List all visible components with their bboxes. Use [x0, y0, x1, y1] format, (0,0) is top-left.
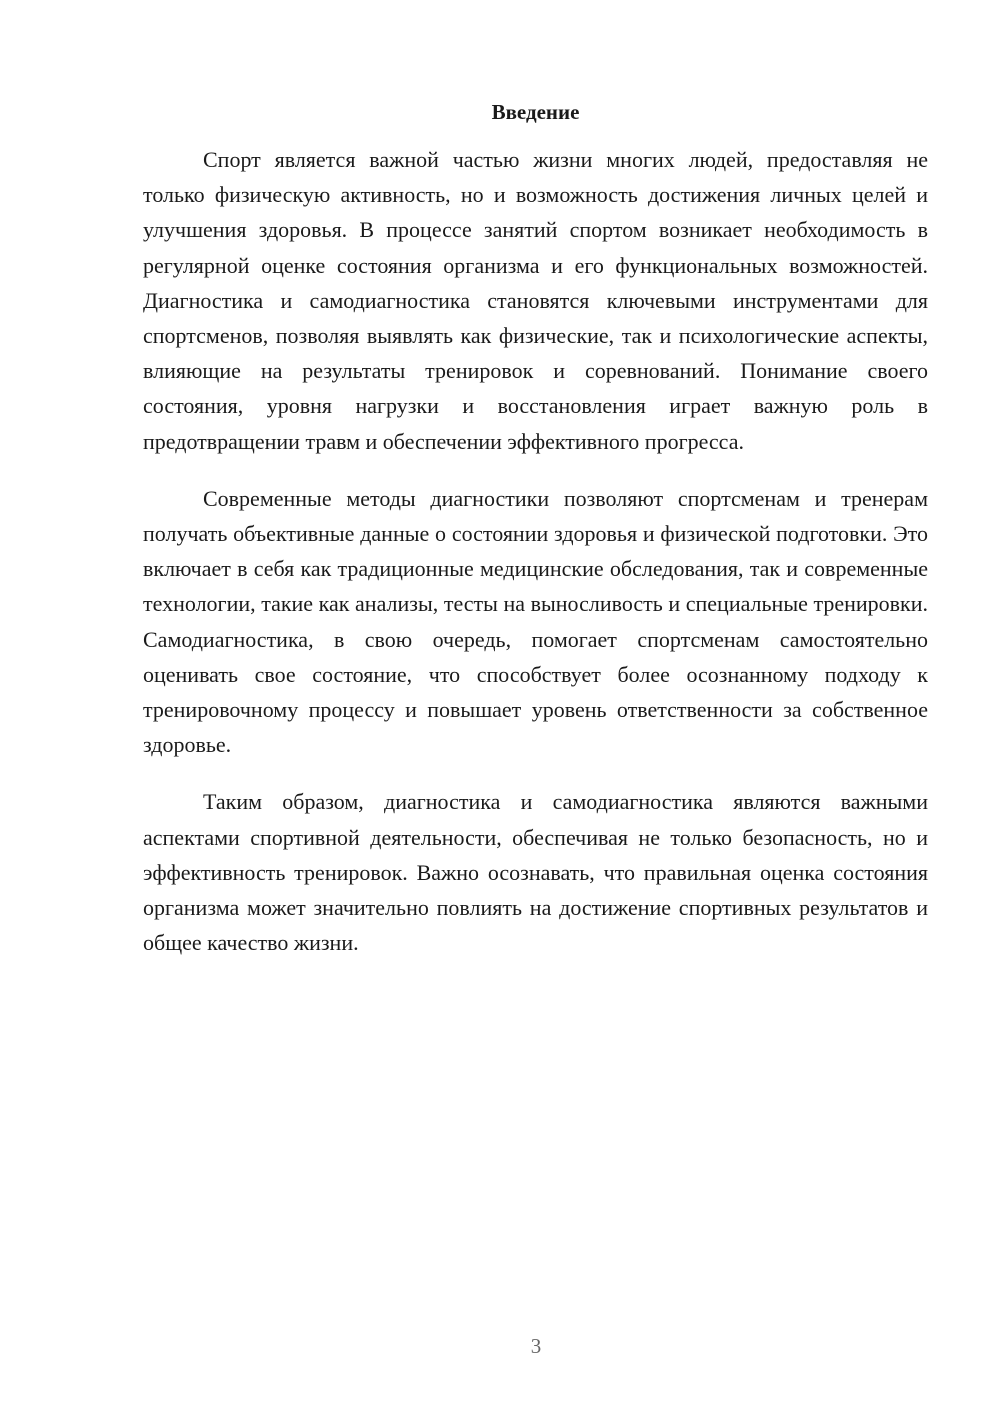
body-text: [143, 142, 928, 982]
paragraph: Таким образом, диагностика и самодиагностика являются важными аспектами спортивной деятельности, обеспечивая не только безопасность, но и эффективность тренировок. Важно осознавать, что правильная оценка состояния организма может значительно повлиять на достижение спортивных результатов и общее качество жизни.: [143, 789, 928, 956]
page-number: 3: [530, 1334, 542, 1358]
paragraph: Современные методы диагностики позволяют спортсменам и тренерам получать объективные данные о состоянии здоровья и физической подготовки. Это включает в себя как традиционные медицинские обследования, так и современные технологии, такие как анализы, тесты на выносливость и специальные тренировки. Самодиагностика, в свою очередь, помогает спортсменам самостоятельно оценивать свое состояние, что способствует более осознанному подходу к тренировочному процессу и повышает уровень ответственности за собственное здоровье.: [143, 485, 928, 758]
paragraph: Спорт является важной частью жизни многих людей, предоставляя не только физическую активность, но и возможность достижения личных целей и улучшения здоровья. В процессе занятий спортом возникает необходимость в регулярной оценке состояния организма и его функциональных возможностей. Диагностика и самодиагностика становятся ключевыми инструментами для спортсменов, позволяя выявлять как физические, так и психологические аспекты, влияющие на результаты тренировок и соревнований. Понимание своего состояния, уровня нагрузки и восстановления играет важную роль в предотвращении травм и обеспечении эффективного прогресса.: [143, 147, 928, 454]
section-heading: Введение: [491, 100, 580, 124]
